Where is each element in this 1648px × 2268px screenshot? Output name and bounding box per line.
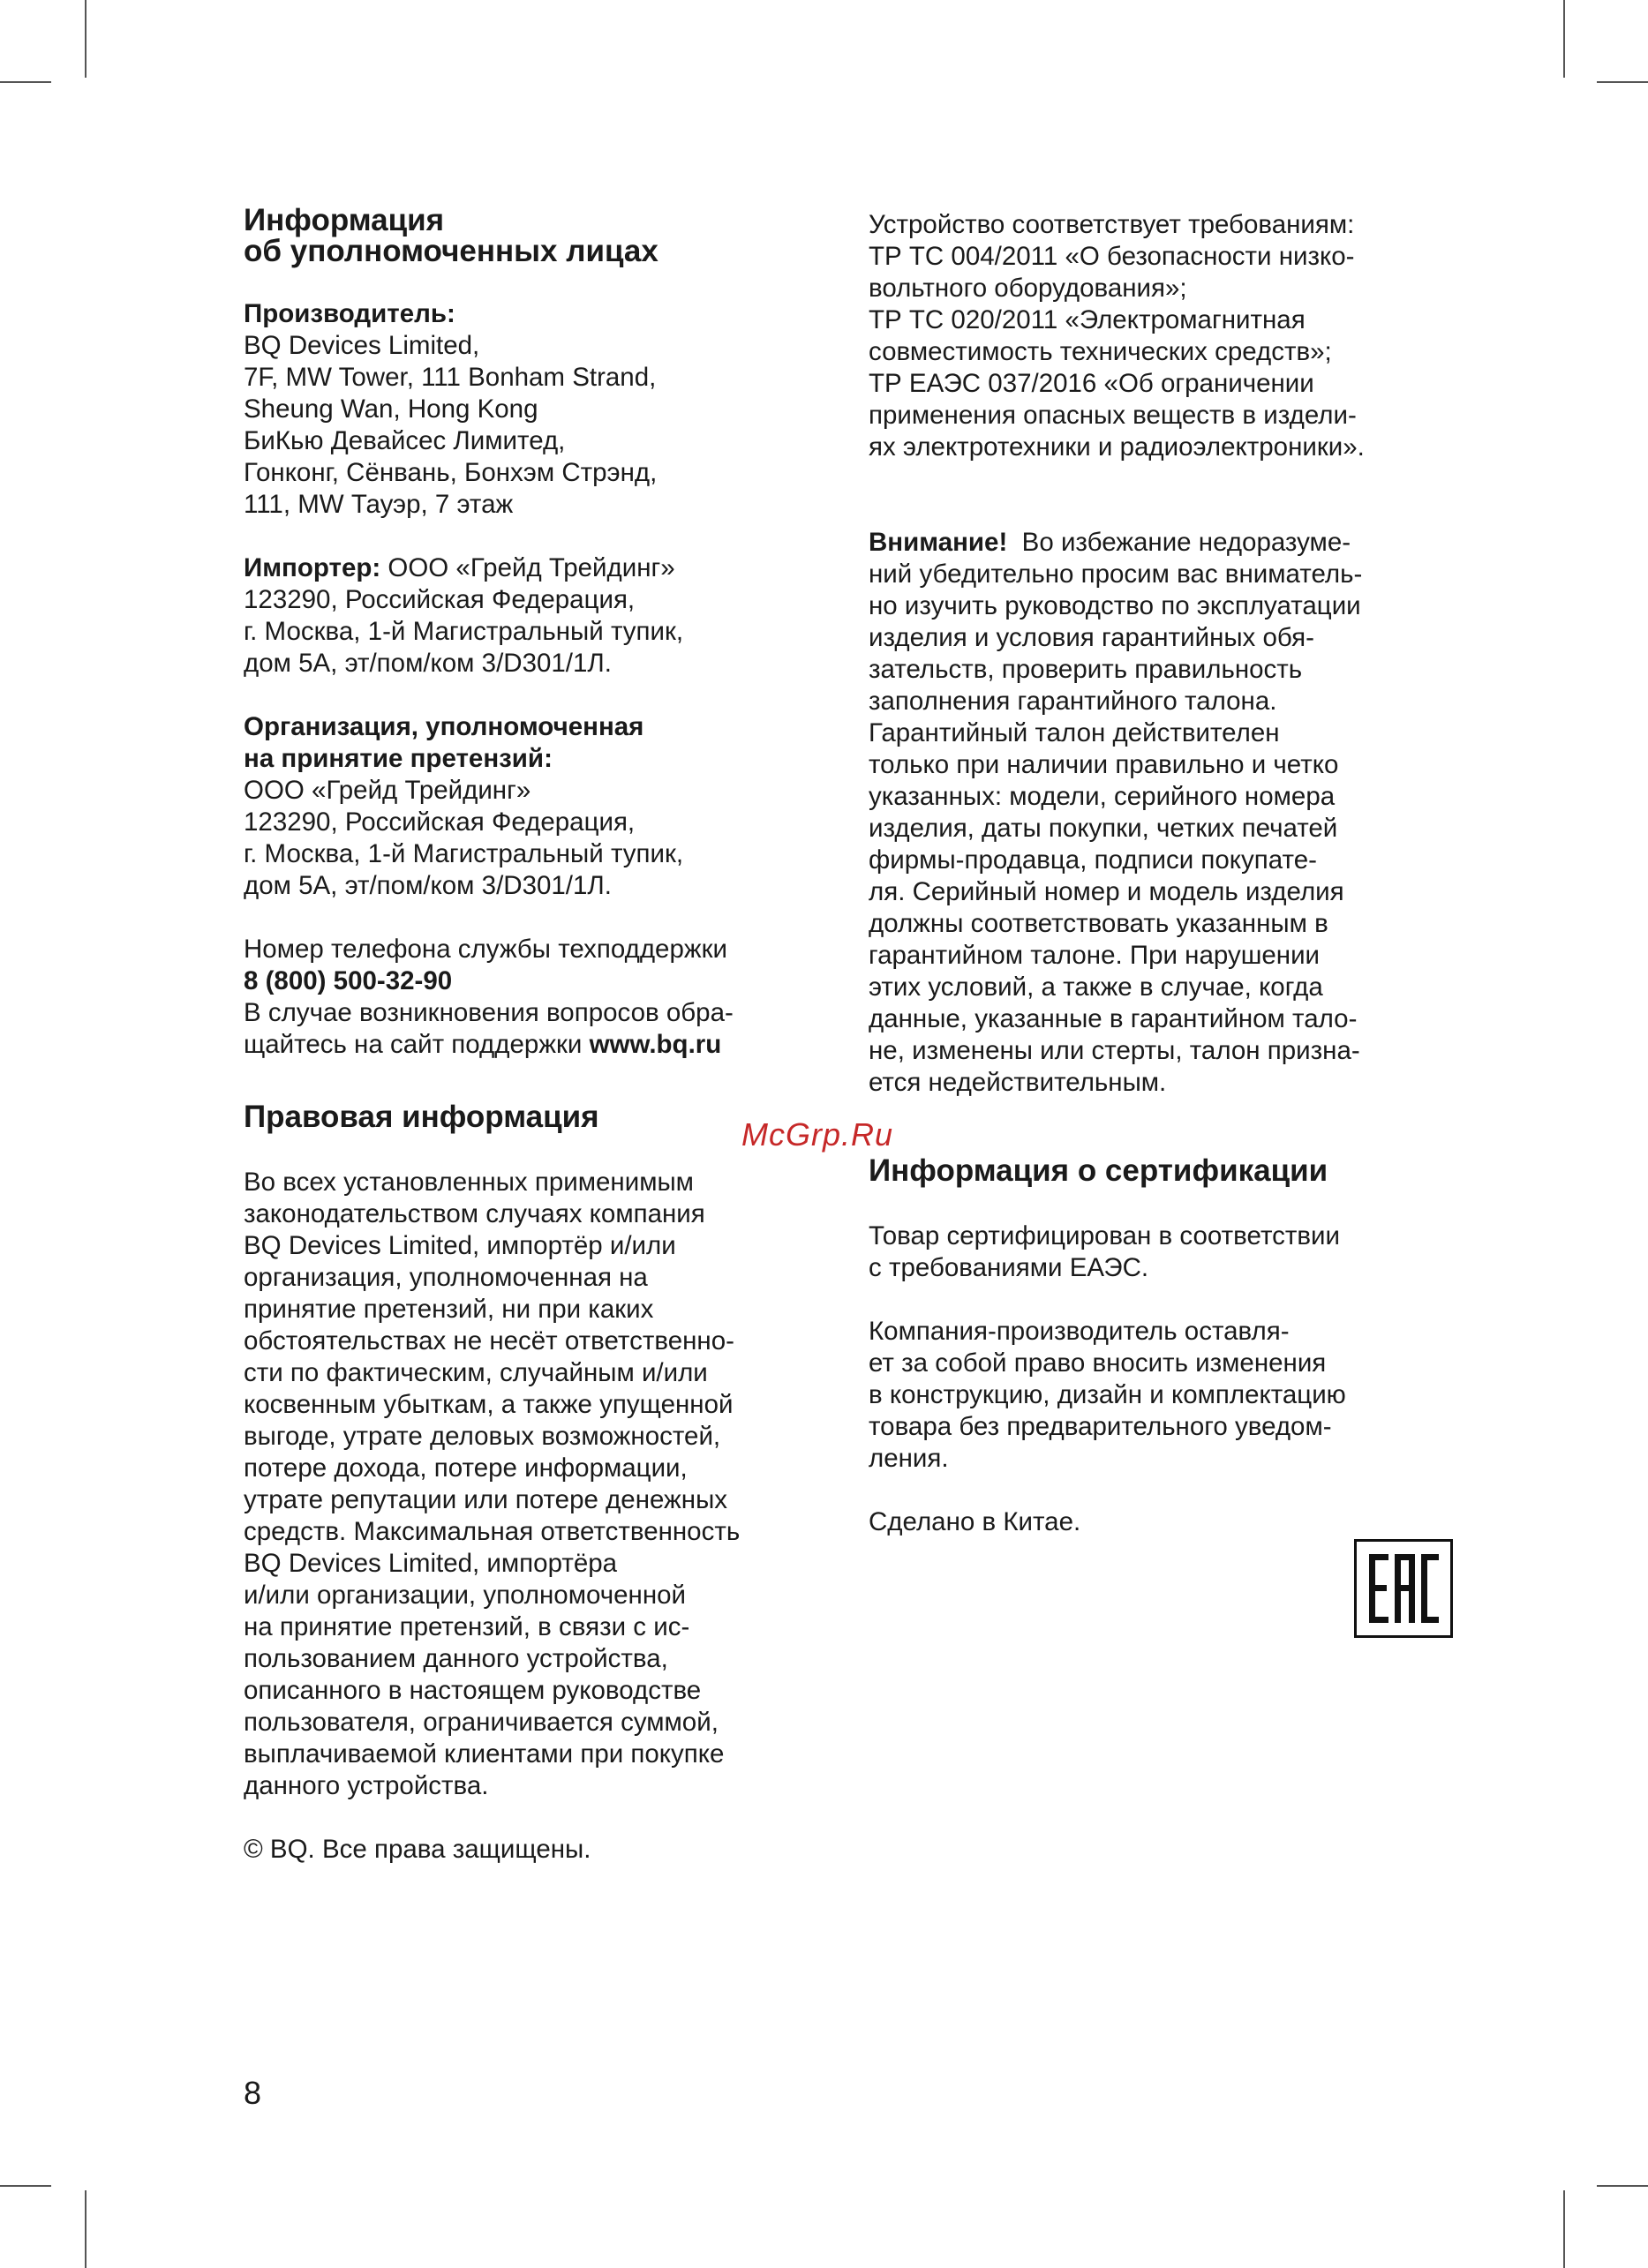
manufacturer-line: 7F, MW Tower, 111 Bonham Strand, — [244, 363, 657, 392]
claims-label: Организация, уполномоченная — [244, 712, 644, 741]
claims-line: г. Москва, 1-й Магистральный тупик, — [244, 839, 684, 868]
certification-title: Информация о сертификации — [869, 1153, 1328, 1188]
importer-line: 123290, Российская Федерация, — [244, 585, 636, 614]
right-column — [869, 209, 1469, 1538]
manufacturer-line: Sheung Wan, Hong Kong — [244, 394, 538, 424]
page-number: 8 — [244, 2075, 262, 2111]
importer-line: г. Москва, 1-й Магистральный тупик, — [244, 617, 684, 646]
claims-line: ООО «Грейд Трейдинг» — [244, 776, 531, 805]
compliance-block: Устройство соответствует требованиям: ТР ТС 004/2011 «О безопасности низко- вольтного оборудования»; ТР ТС 020/2011 «Электромагнитная совместимость технических средств»; ТР ЕАЭС 037/2016 «Об ограничении применения опасных веществ в издели- ях электротехники и радиоэлектроники». — [869, 210, 1365, 462]
crop-mark — [1597, 81, 1648, 83]
crop-mark — [0, 2185, 51, 2187]
manufacturer-line: 111, MW Тауэр, 7 этаж — [244, 490, 514, 519]
support-text: В случае возникновения вопросов обра- — [244, 998, 734, 1027]
warning-label: Внимание! — [869, 528, 1008, 557]
authorized-persons-title: Информация об уполномоченных лицах — [244, 203, 658, 268]
manufacturer-line: Гонконг, Сёнвань, Бонхэм Стрэнд, — [244, 458, 658, 487]
crop-mark — [0, 81, 51, 83]
crop-mark — [1563, 2190, 1565, 2268]
changes-notice: Компания-производитель оставля- ет за собой право вносить изменения в конструкцию, дизайн и комплектацию товара без предварительного уведом- ления. — [869, 1317, 1346, 1473]
importer-block — [244, 552, 844, 680]
support-label: Номер телефона службы техподдержки — [244, 935, 727, 964]
claims-line: 123290, Российская Федерация, — [244, 807, 636, 837]
legal-title: Правовая информация — [244, 1100, 599, 1134]
crop-mark — [85, 0, 87, 78]
support-text: щайтесь на сайт поддержки — [244, 1030, 590, 1059]
manufacturer-label: Производитель: — [244, 299, 455, 328]
left-column — [244, 205, 844, 1866]
claims-label: на принятие претензий: — [244, 744, 553, 773]
certification-text: Товар сертифицирован в соответствии с требованиями ЕАЭС. — [869, 1221, 1341, 1282]
support-site-link[interactable]: www.bq.ru — [589, 1030, 722, 1059]
importer-line: дом 5А, эт/пом/ком 3/D301/1Л. — [244, 649, 612, 678]
manufacturer-line: BQ Devices Limited, — [244, 331, 480, 360]
importer-label: Импортер: — [244, 553, 381, 582]
claims-line: дом 5А, эт/пом/ком 3/D301/1Л. — [244, 871, 612, 900]
watermark: McGrp.Ru — [741, 1116, 894, 1153]
crop-mark — [85, 2190, 87, 2268]
claims-organization-block — [244, 711, 844, 902]
support-phone: 8 (800) 500-32-90 — [244, 966, 453, 995]
legal-text: Во всех установленных применимым законодательством случаях компания BQ Devices Limited, импортёр и/или организация, уполномоченная на принятие претензий, ни при каких обстоятельствах не несёт ответственно- сти по фактическим, случайным и/или косвенным убыткам, а также упущенной выгоде, утрате деловых возможностей, потере дохода, потере информации, утрате репутации или потере денежных средств. Максимальная ответственность BQ Devices Limited, импортёра и/или организации, уполномоченной на принятие претензий, в связи с ис- пользованием данного устройства, описанного в настоящем руководстве пользователя, ограничивается суммой, выплачиваемой клиентами при покупке данного устройства. — [244, 1168, 741, 1800]
importer-name: ООО «Грейд Трейдинг» — [380, 553, 675, 582]
warning-block: Внимание! Во избежание недоразуме- ний убедительно просим вас вниматель- но изучить руководство по эксплуатации изделия и условия гарантийных обя- зательств, проверить правильность заполнения гарантийного талона. Гарантийный талон действителен только при наличии правильно и четко указанных: модели, серийного номера изделия, даты покупки, четких печатей фирмы-продавца, подписи покупате- ля. Серийный номер и модель изделия должны соответствовать указанным в гарантийном талоне. При нарушении этих условий, а также в случае, когда данные, указанные в гарантийном тало- не, изменены или стерты, талон призна- ется недействительным. — [869, 528, 1363, 1097]
crop-mark — [1597, 2185, 1648, 2187]
manufacturer-line: БиКью Девайсес Лимитед, — [244, 426, 566, 455]
made-in: Сделано в Китае. — [869, 1507, 1081, 1536]
eac-mark-icon — [1354, 1539, 1453, 1638]
copyright: © BQ. Все права защищены. — [244, 1835, 591, 1864]
support-block — [244, 934, 844, 1061]
manufacturer-block — [244, 298, 844, 521]
crop-mark — [1563, 0, 1565, 78]
